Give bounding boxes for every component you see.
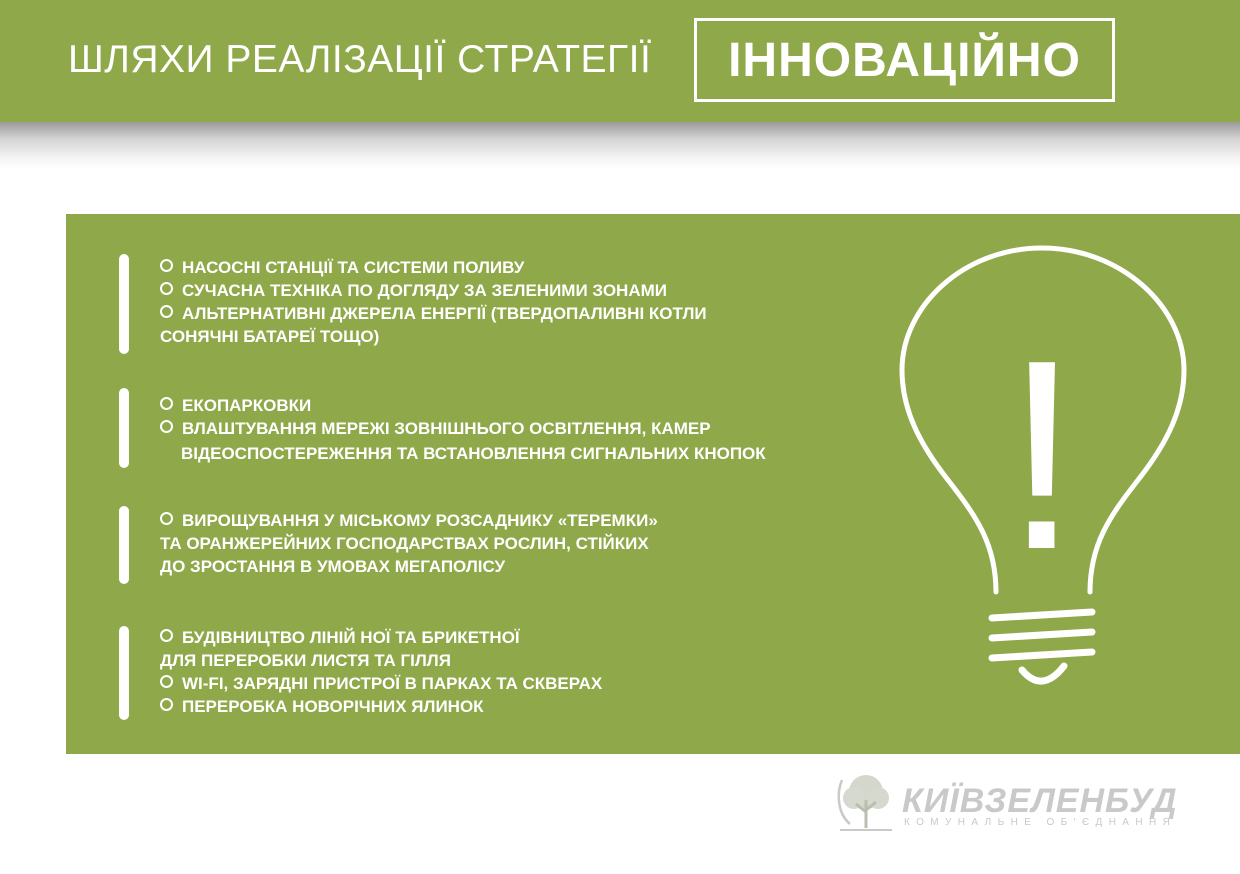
list-item: НАСОСНІ СТАНЦІЇ ТА СИСТЕМИ ПОЛИВУ <box>160 256 707 279</box>
bullet-circle-icon <box>160 282 173 295</box>
group-marker-bar <box>119 506 129 584</box>
company-logo <box>836 770 1206 840</box>
item-group <box>160 394 766 465</box>
header-shadow <box>0 122 1240 170</box>
header-banner <box>0 0 1240 122</box>
logo-name: КИЇВЗЕЛЕНБУД <box>902 782 1178 820</box>
item-group <box>160 256 707 348</box>
bullet-circle-icon <box>160 259 173 272</box>
list-item-continuation: ДЛЯ ПЕРЕРОБКИ ЛИСТЯ ТА ГІЛЛЯ <box>160 651 451 670</box>
list-item: WI-FI, ЗАРЯДНІ ПРИСТРОЇ В ПАРКАХ ТА СКВЕРАХ <box>160 672 602 695</box>
bullet-circle-icon <box>160 305 173 318</box>
page-title: ШЛЯХИ РЕАЛІЗАЦІЇ СТРАТЕГІЇ <box>68 38 652 81</box>
list-item: ВИРОЩУВАННЯ У МІСЬКОМУ РОЗСАДНИКУ «ТЕРЕМКИ» <box>160 509 658 532</box>
item-group <box>160 509 658 578</box>
exclamation-mark: ! <box>1004 305 1080 606</box>
list-item: ВЛАШТУВАННЯ МЕРЕЖІ ЗОВНІШНЬОГО ОСВІТЛЕННЯ, КАМЕР <box>160 417 766 440</box>
list-item: ПЕРЕРОБКА НОВОРІЧНИХ ЯЛИНОК <box>160 695 602 718</box>
bullet-circle-icon <box>160 512 173 525</box>
list-item-continuation: ДО ЗРОСТАННЯ В УМОВАХ МЕГАПОЛІСУ <box>160 557 506 576</box>
item-group <box>160 626 602 718</box>
logo-subtitle: КОМУНАЛЬНЕ ОБ'ЄДНАННЯ <box>904 817 1177 828</box>
tree-icon <box>836 770 898 836</box>
bullet-circle-icon <box>160 420 173 433</box>
list-item-continuation: ВІДЕОСПОСТЕРЕЖЕННЯ ТА ВСТАНОВЛЕННЯ СИГНАЛЬНИХ КНОПОК <box>181 444 766 463</box>
list-item-continuation: ТА ОРАНЖЕРЕЙНИХ ГОСПОДАРСТВАХ РОСЛИН, СТІЙКИХ <box>160 534 649 553</box>
list-item: СУЧАСНА ТЕХНІКА ПО ДОГЛЯДУ ЗА ЗЕЛЕНИМИ ЗОНАМИ <box>160 279 707 302</box>
bullet-circle-icon <box>160 698 173 711</box>
category-badge-label: ІННОВАЦІЙНО <box>728 33 1081 87</box>
category-badge <box>694 18 1115 102</box>
bullet-circle-icon <box>160 629 173 642</box>
group-marker-bar <box>119 388 129 468</box>
group-marker-bar <box>119 254 129 354</box>
bullet-circle-icon <box>160 397 173 410</box>
list-item: ЕКОПАРКОВКИ <box>160 394 766 417</box>
list-item: БУДІВНИЦТВО ЛІНІЙ НОЇ ТА БРИКЕТНОЇ <box>160 626 602 649</box>
list-item-continuation: СОНЯЧНІ БАТАРЕЇ ТОЩО) <box>160 327 380 346</box>
bullet-circle-icon <box>160 675 173 688</box>
list-item: АЛЬТЕРНАТИВНІ ДЖЕРЕЛА ЕНЕРГІЇ (ТВЕРДОПАЛИВНІ КОТЛИ <box>160 302 707 325</box>
lightbulb-exclamation-icon <box>898 244 1190 705</box>
group-marker-bar <box>119 626 129 720</box>
